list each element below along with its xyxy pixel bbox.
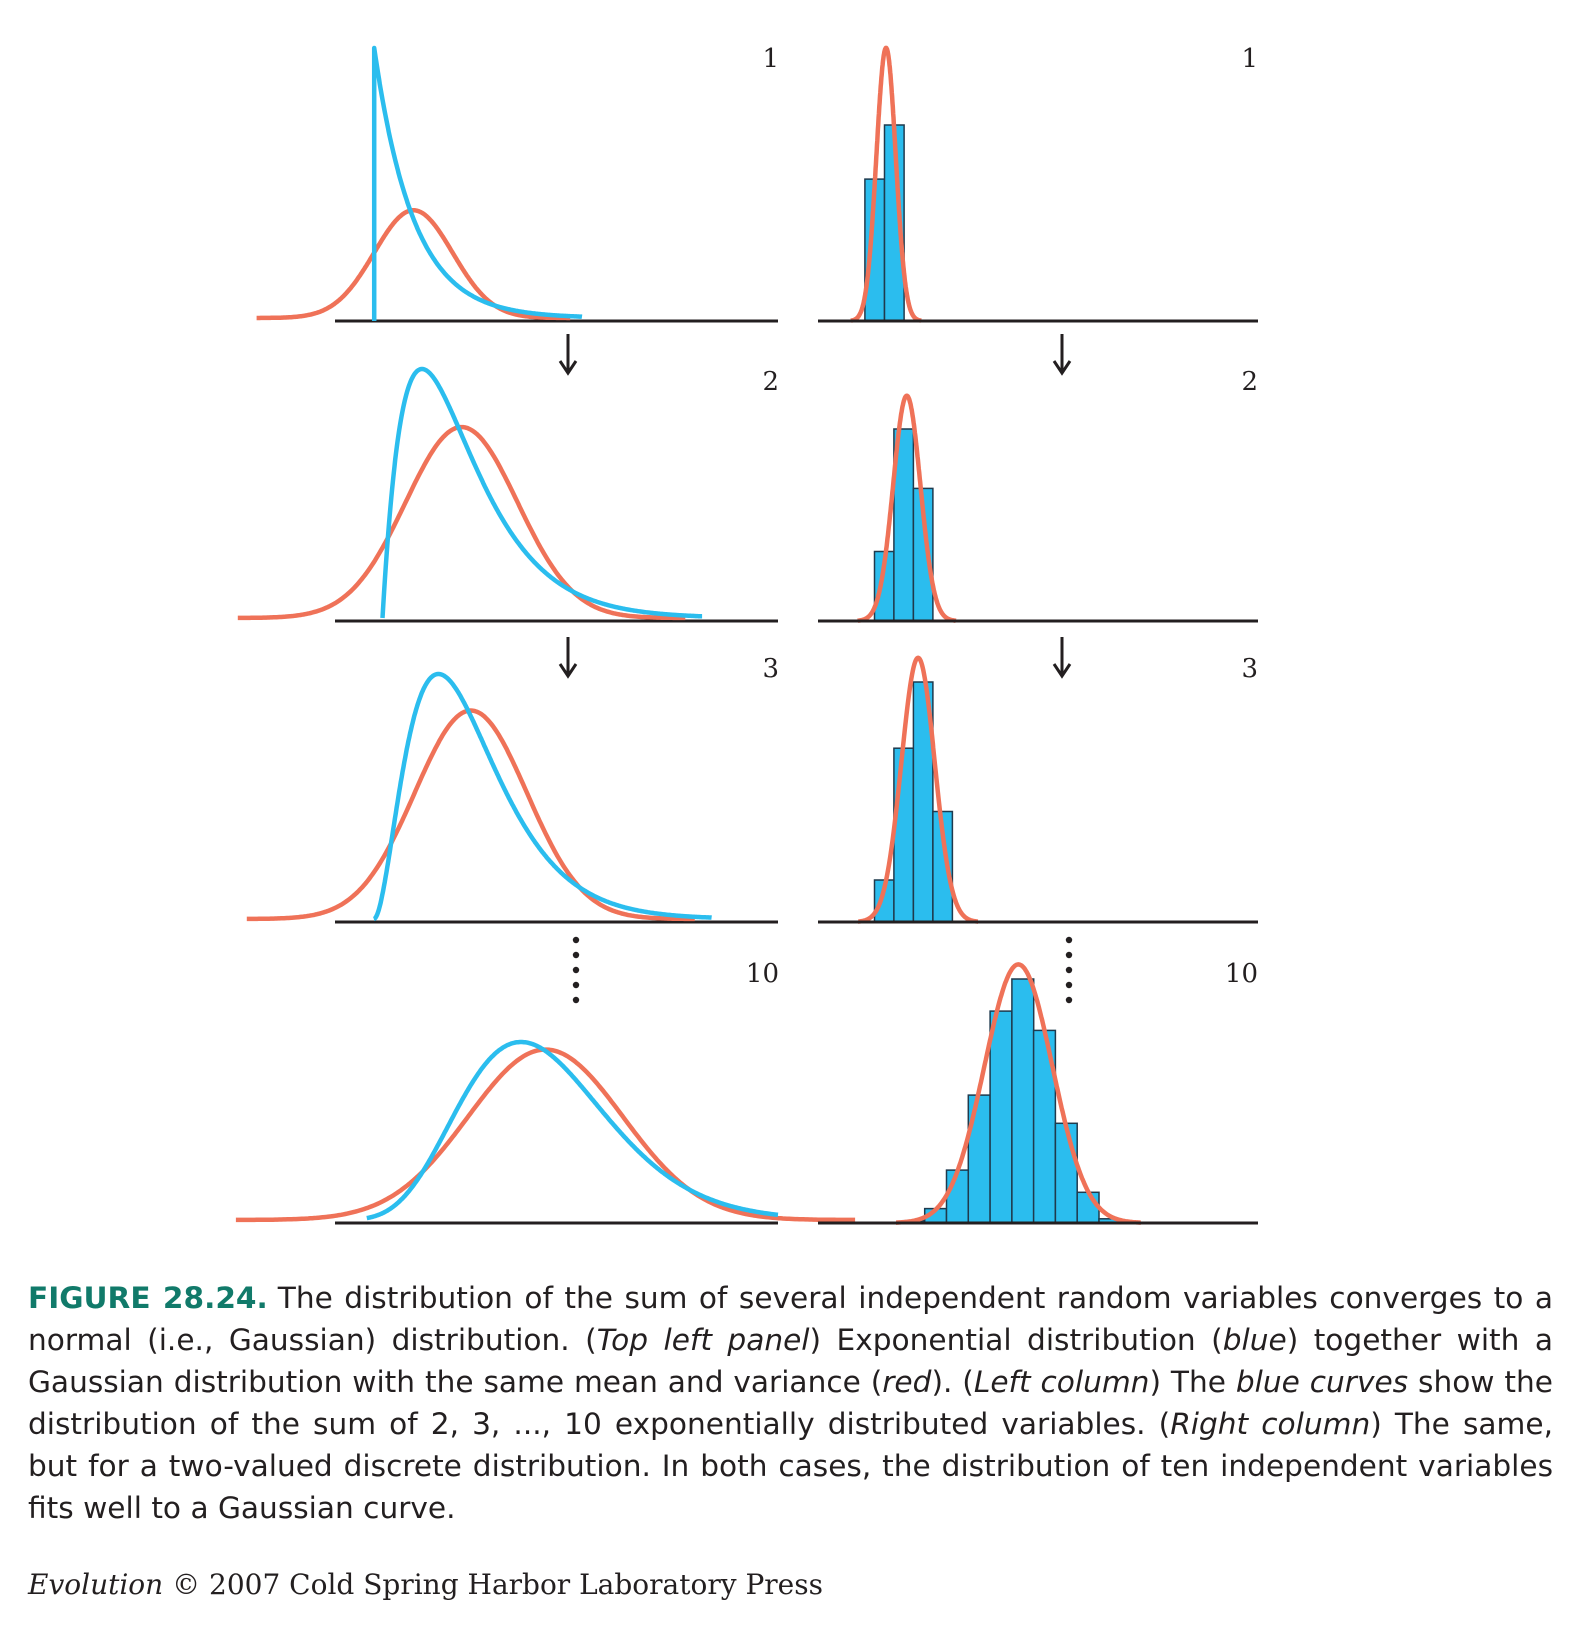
gaussian-curve bbox=[238, 427, 686, 618]
exponential-sum-curve bbox=[374, 674, 712, 919]
caption-italic: Left column bbox=[973, 1365, 1150, 1399]
caption-text: ) The same, but for a two-valued discrete distribution. In both cases, the distribution of ten independent variables fits well to a Gaussian curve. bbox=[28, 1407, 1553, 1525]
panel-number: 3 bbox=[762, 654, 779, 684]
panel-number: 2 bbox=[762, 367, 779, 397]
down-arrow-icon bbox=[560, 637, 576, 676]
caption-italic: blue curves bbox=[1235, 1365, 1409, 1399]
book-title: Evolution bbox=[28, 1568, 164, 1601]
caption-italic: Right column bbox=[1170, 1407, 1371, 1441]
panel-left-3 bbox=[247, 654, 779, 922]
panel-number: 2 bbox=[1241, 367, 1258, 397]
down-arrow-icon bbox=[560, 334, 576, 373]
panel-right-1 bbox=[818, 44, 1258, 321]
histogram-bar bbox=[1077, 1192, 1099, 1223]
caption-italic: red bbox=[882, 1365, 932, 1399]
histogram-bar bbox=[1055, 1123, 1077, 1223]
vertical-ellipsis-icon bbox=[573, 937, 579, 1003]
panel-right-10 bbox=[818, 959, 1258, 1223]
down-arrow-icon bbox=[1054, 334, 1070, 373]
caption-italic: blue bbox=[1222, 1323, 1287, 1357]
figure-label: FIGURE 28.24. bbox=[28, 1281, 268, 1315]
caption-text: ) The bbox=[1149, 1365, 1236, 1399]
panel-number: 1 bbox=[1241, 44, 1258, 74]
caption-text: show the distribution of the sum of 2, 3, ..., 10 exponentially distributed variables. ( bbox=[28, 1365, 1553, 1441]
histogram-bar bbox=[947, 1170, 969, 1223]
exponential-sum-curve bbox=[367, 1042, 778, 1218]
panel-left-1 bbox=[257, 44, 779, 321]
caption-text: ) together with a Gaussian distribution with the same mean and variance ( bbox=[28, 1323, 1554, 1399]
panel-left-10 bbox=[236, 959, 855, 1223]
panel-right-3 bbox=[818, 654, 1258, 922]
histogram-bar bbox=[894, 748, 914, 922]
histogram-bar bbox=[990, 1011, 1012, 1223]
vertical-ellipsis-icon bbox=[1066, 937, 1072, 1003]
histogram-bar bbox=[1012, 979, 1034, 1223]
panel-number: 10 bbox=[745, 959, 779, 989]
caption-text: ) Exponential distribution ( bbox=[809, 1323, 1223, 1357]
gaussian-curve bbox=[236, 1050, 855, 1220]
copyright-credit bbox=[28, 1568, 823, 1601]
panel-right-2 bbox=[818, 367, 1258, 621]
down-arrow-icon bbox=[1054, 637, 1070, 676]
gaussian-curve bbox=[257, 210, 571, 318]
credit-text: © 2007 Cold Spring Harbor Laboratory Press bbox=[163, 1568, 823, 1601]
panel-left-2 bbox=[238, 367, 779, 621]
exponential-sum-curve bbox=[383, 369, 703, 618]
panel-number: 3 bbox=[1241, 654, 1258, 684]
gaussian-curve bbox=[247, 711, 695, 919]
caption-text: The distribution of the sum of several independent random variables converges to a normal (i.e., Gaussian) distribution. ( bbox=[28, 1281, 1553, 1357]
panel-number: 1 bbox=[762, 44, 779, 74]
caption-text: ). ( bbox=[931, 1365, 974, 1399]
panel-number: 10 bbox=[1224, 959, 1258, 989]
exponential-sum-curve bbox=[374, 48, 582, 321]
caption-italic: Top left panel bbox=[596, 1323, 810, 1357]
figure-caption bbox=[28, 1277, 1553, 1529]
